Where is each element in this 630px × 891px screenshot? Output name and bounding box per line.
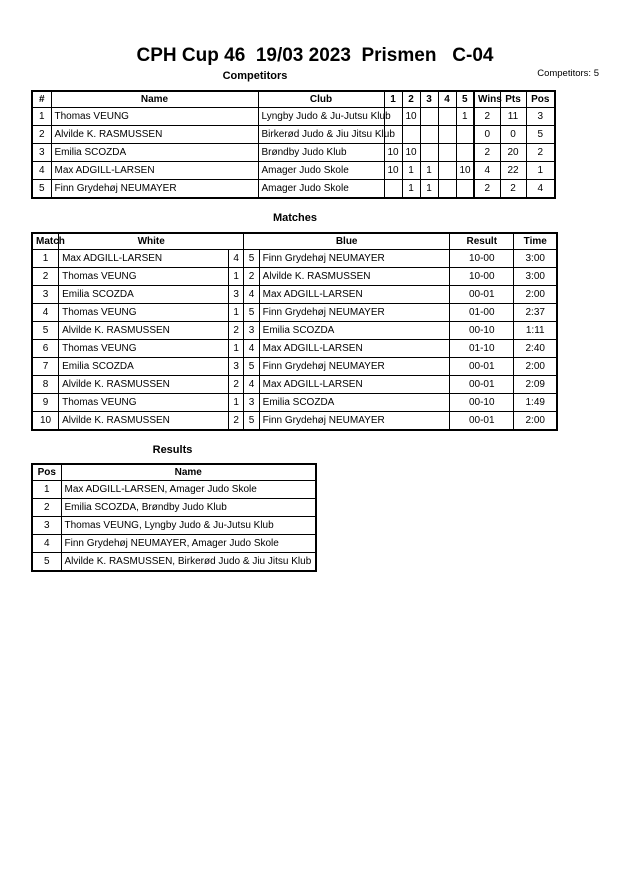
match-number: 2 [32, 268, 59, 286]
score-vs-2: 10 [402, 144, 420, 162]
result-name: Thomas VEUNG, Lyngby Judo & Ju-Jutsu Klub [61, 517, 316, 535]
match-time: 1:49 [514, 394, 557, 412]
match-number: 4 [32, 304, 59, 322]
col-s5-header: 5 [456, 91, 474, 108]
result-row [32, 481, 316, 499]
competitor-wins: 2 [474, 144, 500, 162]
result-pos: 4 [32, 535, 61, 553]
match-result: 10-00 [450, 268, 514, 286]
result-pos: 3 [32, 517, 61, 535]
page-title: CPH Cup 46 19/03 2023 Prismen C-04 [136, 45, 494, 66]
score-vs-1: 10 [384, 162, 402, 180]
result-row [32, 553, 316, 572]
score-vs-2: 1 [402, 162, 420, 180]
col-pos-header: Pos [526, 91, 555, 108]
col-num-header: # [32, 91, 51, 108]
blue-number: 5 [244, 358, 259, 376]
competitor-wins: 0 [474, 126, 500, 144]
col-s3-header: 3 [420, 91, 438, 108]
blue-competitor: Alvilde K. RASMUSSEN [259, 268, 449, 286]
match-result: 00-01 [450, 376, 514, 394]
competitor-name: Max ADGILL-LARSEN [51, 162, 258, 180]
match-number: 3 [32, 286, 59, 304]
competitor-num: 5 [32, 180, 51, 199]
match-row [32, 286, 557, 304]
score-vs-2: 1 [402, 180, 420, 199]
blue-number: 4 [244, 286, 259, 304]
competitor-pts: 20 [500, 144, 526, 162]
blue-competitor: Emilia SCOZDA [259, 322, 449, 340]
match-number: 1 [32, 250, 59, 268]
match-number: 8 [32, 376, 59, 394]
white-number: 1 [228, 340, 243, 358]
score-vs-4 [438, 126, 456, 144]
competitor-name: Finn Grydehøj NEUMAYER [51, 180, 258, 199]
col-white-header: White [59, 233, 244, 250]
competitor-club: Birkerød Judo & Jiu Jitsu Klub [258, 126, 384, 144]
score-vs-4 [438, 162, 456, 180]
results-table [31, 463, 317, 572]
results-section-title: Results [152, 444, 193, 456]
competitor-row [32, 108, 555, 126]
match-row [32, 268, 557, 286]
score-vs-3: 1 [420, 180, 438, 199]
competitors-table [31, 90, 556, 199]
blue-competitor: Finn Grydehøj NEUMAYER [259, 250, 449, 268]
blue-number: 3 [244, 322, 259, 340]
result-pos: 5 [32, 553, 61, 572]
match-result: 00-10 [450, 322, 514, 340]
competitor-name: Alvilde K. RASMUSSEN [51, 126, 258, 144]
competitor-wins: 4 [474, 162, 500, 180]
score-vs-1: 10 [384, 144, 402, 162]
competitor-row [32, 162, 555, 180]
blue-competitor: Emilia SCOZDA [259, 394, 449, 412]
competitors-section-title: Competitors [222, 70, 288, 82]
result-row [32, 517, 316, 535]
result-pos: 1 [32, 481, 61, 499]
match-time: 2:00 [514, 358, 557, 376]
match-time: 2:00 [514, 286, 557, 304]
competitor-pts: 11 [500, 108, 526, 126]
white-competitor: Thomas VEUNG [59, 304, 229, 322]
result-name: Emilia SCOZDA, Brøndby Judo Klub [61, 499, 316, 517]
match-result: 00-10 [450, 394, 514, 412]
match-number: 5 [32, 322, 59, 340]
result-name: Alvilde K. RASMUSSEN, Birkerød Judo & Jiu Jitsu Klub [61, 553, 316, 572]
white-competitor: Emilia SCOZDA [59, 286, 229, 304]
score-vs-2 [402, 126, 420, 144]
col-match-header: Match [32, 233, 59, 250]
score-vs-4 [438, 144, 456, 162]
col-resname-header: Name [61, 464, 316, 481]
blue-number: 5 [244, 250, 259, 268]
match-time: 2:09 [514, 376, 557, 394]
matches-section-title: Matches [272, 212, 318, 224]
competitor-pos: 2 [526, 144, 555, 162]
competitor-num: 3 [32, 144, 51, 162]
match-row [32, 358, 557, 376]
match-time: 2:37 [514, 304, 557, 322]
competitors-count: Competitors: 5 [537, 68, 599, 79]
score-vs-3 [420, 144, 438, 162]
competitor-club: Lyngby Judo & Ju-Jutsu Klub [258, 108, 384, 126]
col-s4-header: 4 [438, 91, 456, 108]
match-row [32, 322, 557, 340]
score-vs-5: 10 [456, 162, 474, 180]
competitor-pos: 4 [526, 180, 555, 199]
match-row [32, 340, 557, 358]
score-vs-5: 1 [456, 108, 474, 126]
competitor-num: 1 [32, 108, 51, 126]
score-vs-3 [420, 108, 438, 126]
competitor-club: Amager Judo Skole [258, 162, 384, 180]
score-vs-2: 10 [402, 108, 420, 126]
match-row [32, 412, 557, 431]
score-vs-4 [438, 108, 456, 126]
white-competitor: Emilia SCOZDA [59, 358, 229, 376]
col-pts-header: Pts [500, 91, 526, 108]
col-result-header: Result [450, 233, 514, 250]
result-name: Finn Grydehøj NEUMAYER, Amager Judo Skole [61, 535, 316, 553]
results-header-row [32, 464, 316, 481]
match-number: 7 [32, 358, 59, 376]
competitor-pos: 5 [526, 126, 555, 144]
competitor-num: 2 [32, 126, 51, 144]
match-result: 00-01 [450, 358, 514, 376]
competitor-wins: 2 [474, 180, 500, 199]
competitors-header-row [32, 91, 555, 108]
match-time: 3:00 [514, 268, 557, 286]
white-competitor: Alvilde K. RASMUSSEN [59, 376, 229, 394]
competitor-pts: 0 [500, 126, 526, 144]
competitor-row [32, 180, 555, 199]
white-number: 4 [228, 250, 243, 268]
match-time: 2:00 [514, 412, 557, 431]
competitor-pts: 2 [500, 180, 526, 199]
competitor-num: 4 [32, 162, 51, 180]
match-number: 10 [32, 412, 59, 431]
competitor-club: Brøndby Judo Klub [258, 144, 384, 162]
white-competitor: Thomas VEUNG [59, 394, 229, 412]
score-vs-1 [384, 180, 402, 199]
match-result: 00-01 [450, 286, 514, 304]
blue-number: 2 [244, 268, 259, 286]
score-vs-3 [420, 126, 438, 144]
competitor-pos: 3 [526, 108, 555, 126]
competitor-row [32, 144, 555, 162]
blue-number: 4 [244, 340, 259, 358]
col-blue-header: Blue [244, 233, 450, 250]
col-respos-header: Pos [32, 464, 61, 481]
competitor-pts: 22 [500, 162, 526, 180]
col-time-header: Time [514, 233, 557, 250]
white-competitor: Max ADGILL-LARSEN [59, 250, 229, 268]
competitor-name: Emilia SCOZDA [51, 144, 258, 162]
col-name-header: Name [51, 91, 258, 108]
white-number: 2 [228, 376, 243, 394]
white-competitor: Thomas VEUNG [59, 268, 229, 286]
col-s1-header: 1 [384, 91, 402, 108]
white-competitor: Thomas VEUNG [59, 340, 229, 358]
competitor-pos: 1 [526, 162, 555, 180]
result-name: Max ADGILL-LARSEN, Amager Judo Skole [61, 481, 316, 499]
competitor-club: Amager Judo Skole [258, 180, 384, 199]
blue-competitor: Max ADGILL-LARSEN [259, 286, 449, 304]
score-vs-3: 1 [420, 162, 438, 180]
matches-table [31, 232, 558, 431]
match-number: 6 [32, 340, 59, 358]
score-vs-5 [456, 180, 474, 199]
col-club-header: Club [258, 91, 384, 108]
result-row [32, 535, 316, 553]
competitor-row [32, 126, 555, 144]
blue-number: 5 [244, 304, 259, 322]
match-result: 10-00 [450, 250, 514, 268]
white-number: 2 [228, 322, 243, 340]
white-competitor: Alvilde K. RASMUSSEN [59, 412, 229, 431]
col-wins-header: Wins [474, 91, 500, 108]
matches-header-row [32, 233, 557, 250]
blue-number: 3 [244, 394, 259, 412]
score-vs-5 [456, 126, 474, 144]
white-number: 1 [228, 394, 243, 412]
white-number: 1 [228, 304, 243, 322]
white-number: 2 [228, 412, 243, 431]
col-s2-header: 2 [402, 91, 420, 108]
match-time: 1:11 [514, 322, 557, 340]
match-result: 00-01 [450, 412, 514, 431]
match-time: 2:40 [514, 340, 557, 358]
score-vs-5 [456, 144, 474, 162]
blue-competitor: Max ADGILL-LARSEN [259, 340, 449, 358]
match-row [32, 376, 557, 394]
blue-competitor: Max ADGILL-LARSEN [259, 376, 449, 394]
blue-competitor: Finn Grydehøj NEUMAYER [259, 412, 449, 431]
white-competitor: Alvilde K. RASMUSSEN [59, 322, 229, 340]
match-result: 01-10 [450, 340, 514, 358]
blue-number: 5 [244, 412, 259, 431]
competitor-name: Thomas VEUNG [51, 108, 258, 126]
match-row [32, 394, 557, 412]
blue-competitor: Finn Grydehøj NEUMAYER [259, 358, 449, 376]
white-number: 1 [228, 268, 243, 286]
white-number: 3 [228, 286, 243, 304]
match-number: 9 [32, 394, 59, 412]
match-result: 01-00 [450, 304, 514, 322]
competitor-wins: 2 [474, 108, 500, 126]
match-row [32, 304, 557, 322]
blue-competitor: Finn Grydehøj NEUMAYER [259, 304, 449, 322]
match-time: 3:00 [514, 250, 557, 268]
result-pos: 2 [32, 499, 61, 517]
match-row [32, 250, 557, 268]
result-row [32, 499, 316, 517]
blue-number: 4 [244, 376, 259, 394]
white-number: 3 [228, 358, 243, 376]
score-vs-4 [438, 180, 456, 199]
